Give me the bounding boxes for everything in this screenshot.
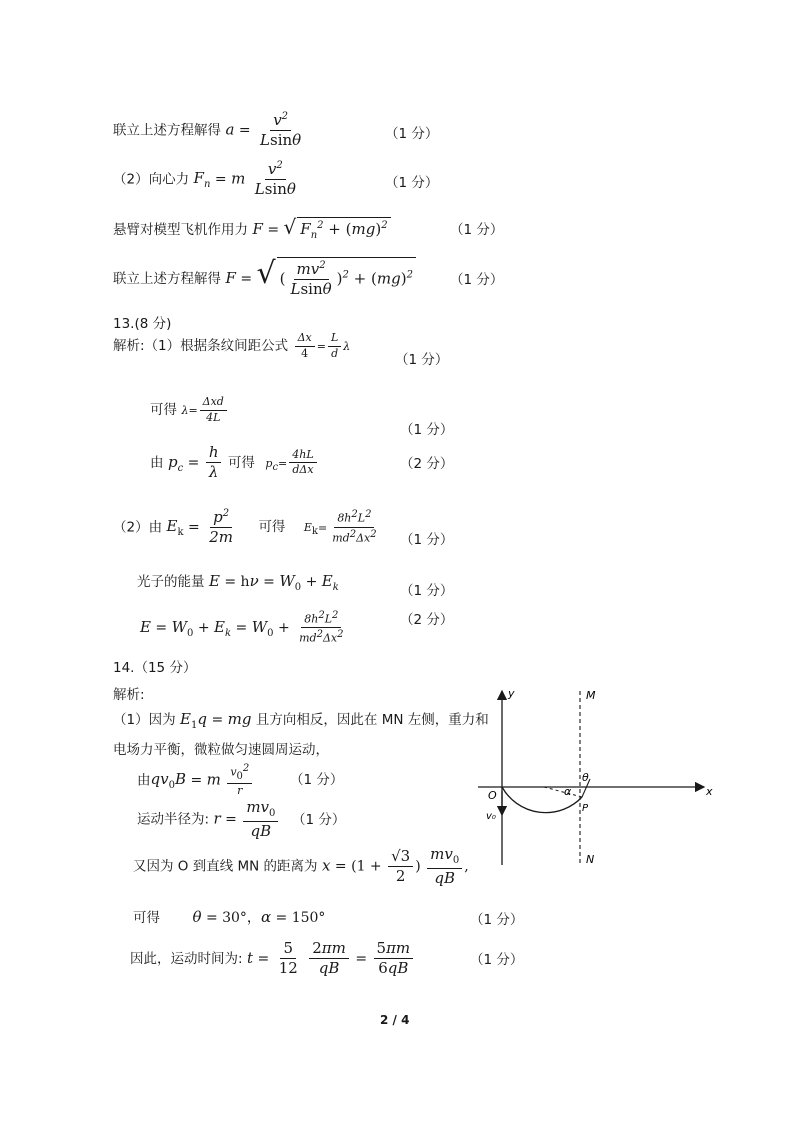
- score: （1 分）: [290, 772, 344, 788]
- score: （1 分）: [385, 175, 439, 191]
- score: （1 分）: [385, 126, 439, 142]
- label: 可得: [150, 402, 177, 419]
- page-number: 2 / 4: [380, 1013, 410, 1027]
- score: （1 分）: [395, 352, 449, 368]
- text: （1）因为: [113, 712, 176, 728]
- heading-13: 13.(8 分): [113, 316, 172, 332]
- label-theta: θ: [582, 771, 589, 784]
- label: （2）向心力: [113, 171, 190, 188]
- label: 解析:（1）根据条纹间距公式: [113, 338, 289, 355]
- eq-lorentz: 由$qv_0B = m$ $\frac{v02}{r}$: [137, 763, 254, 798]
- label-p: P: [582, 803, 589, 814]
- eq-arm-force: 悬臂对模型飞机作用力 F = √ $F_n^2 + (mg)^2$: [113, 215, 391, 241]
- score: （1 分）: [450, 272, 504, 288]
- eq-acceleration: 联立上述方程解得 a = $\frac{v^2}{Lsin\theta}$: [113, 111, 302, 150]
- radius-line: [544, 787, 582, 797]
- label-n: N: [586, 853, 595, 866]
- eq-fringe-spacing: 解析:（1）根据条纹间距公式 $\frac{\Delta x}{4}$ = $\frac{L}{d}$ λ: [113, 331, 351, 360]
- score: （1 分）: [450, 222, 504, 238]
- score: （2 分）: [400, 456, 454, 472]
- label-a: 又因为 O 到直线 MN 的距离为: [133, 858, 318, 875]
- analysis-label: 解析:: [113, 687, 145, 703]
- label: 可得: [133, 910, 160, 926]
- score: （1 分）: [400, 583, 454, 599]
- score: （2 分）: [400, 612, 454, 628]
- label-v0: v₀: [486, 811, 496, 822]
- label-a: 由: [150, 454, 164, 471]
- label: 联立上述方程解得: [113, 271, 221, 287]
- para-1: （1）因为 $E_1q$ = mg 且方向相反，因此在 MN 左侧，重力和: [113, 710, 489, 731]
- eq-total-energy: $E = W_0 + E_k = W_0$ + $\frac{8h2L2}{md2\Delta x2}$: [140, 610, 344, 645]
- label-alpha: α: [564, 785, 572, 798]
- para-2: 电场力平衡，微粒做匀速圆周运动，: [113, 742, 329, 758]
- eq-distance: 又因为 O 到直线 MN 的距离为 x = (1 + $\frac{√3}{2}$ ) $\frac{mv_0}{qB}$ ,: [133, 845, 469, 887]
- heading-14: 14.（15 分）: [113, 660, 197, 676]
- label-o: O: [488, 789, 497, 802]
- eq-arm-force-solved: 联立上述方程解得 F = √ ( $\frac{mv^2}{Lsin\theta}$ )$^2$ + (mg)$^2$: [113, 256, 416, 298]
- score: （1 分）: [400, 532, 454, 548]
- eq-time: 因此，运动时间为: t = $\frac{5}{12}$ $\frac{2\pi m}{qB}$ = $\frac{5\pi m}{6qB}$: [130, 940, 415, 978]
- label: 悬臂对模型飞机作用力: [113, 222, 248, 238]
- trajectory-figure: [478, 683, 718, 883]
- label-a: （2）由: [113, 519, 163, 536]
- label-m: M: [586, 689, 596, 702]
- eq-kinetic-energy: （2）由 $E_k$ = $\frac{p^2}{2m}$ 可得 Ek= $\frac{8h2L2}{md2\Delta x2}$: [113, 508, 377, 547]
- score: （1 分）: [292, 812, 346, 828]
- eq-centripetal-force: （2）向心力 $F_n = m$ $\frac{v^2}{Lsin\theta}$: [113, 160, 296, 199]
- eq-momentum: 由 $p_c$ = $\frac{h}{\lambda}$ 可得 pc= $\frac{4hL}{\text{dΔx}}$: [150, 444, 319, 482]
- label-b: 可得: [227, 454, 255, 471]
- eq-wavelength: 可得 λ= $\frac{\text{Δxd}}{4L}$: [150, 396, 229, 424]
- eq-angles: 可得 θ = 30°，α = 150°: [133, 908, 326, 926]
- label-y: y: [508, 687, 515, 700]
- label-b: 可得: [258, 519, 286, 536]
- label: 因此，运动时间为:: [130, 950, 243, 967]
- label-x: x: [706, 785, 713, 798]
- label: 由: [137, 772, 151, 789]
- score: （1 分）: [470, 912, 524, 928]
- text: 且方向相反，因此在 MN 左侧，重力和: [255, 712, 489, 728]
- label: 运动半径为:: [137, 811, 210, 828]
- eq-photon-energy: 光子的能量 $E = h\nu = W_0 + E_k$: [137, 572, 339, 593]
- score: （1 分）: [470, 952, 524, 968]
- score: （1 分）: [400, 422, 454, 438]
- label: 联立上述方程解得: [113, 122, 221, 139]
- eq-radius: 运动半径为: r = $\frac{mv_0}{qB}$: [137, 799, 280, 840]
- label: 光子的能量: [137, 574, 205, 590]
